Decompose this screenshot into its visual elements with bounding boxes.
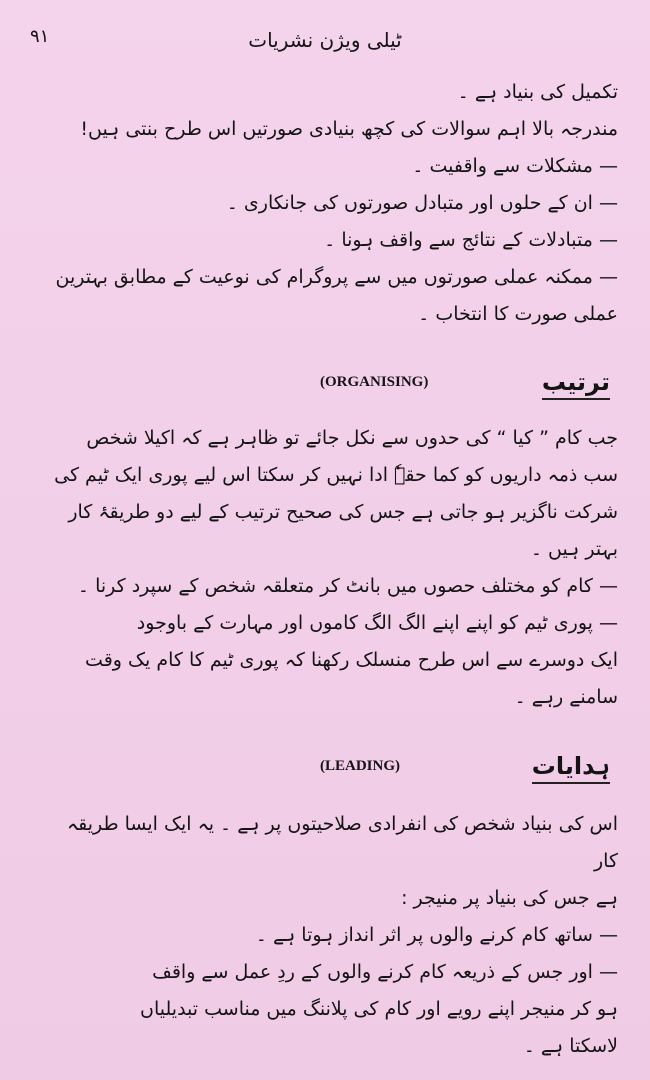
text-line: عملی صورت کا انتخاب ۔ <box>418 303 618 325</box>
text-line: — پوری ٹیم کو اپنے اپنے الگ الگ کاموں اور مہارت کے باوجود <box>136 612 618 634</box>
leading-paragraph <box>52 806 618 1065</box>
page-number: ۹۱ <box>30 26 50 47</box>
text-line: — مشکلات سے واقفیت ۔ <box>412 155 618 177</box>
text-line: — اور جس کے ذریعہ کام کرنے والوں کے ردِ عمل سے واقف <box>152 961 618 983</box>
section-title-english: (LEADING) <box>320 758 401 774</box>
section-heading-leading <box>60 752 610 802</box>
text-line: تکمیل کی بنیاد ہے ۔ <box>457 81 618 103</box>
section-title-urdu: ہدایات <box>532 752 610 784</box>
text-line: لاسکتا ہے ۔ <box>523 1035 618 1057</box>
intro-paragraph <box>52 74 618 333</box>
text-line: مندرجہ بالا اہم سوالات کی کچھ بنیادی صورتیں اس طرح بنتی ہیں! <box>80 118 618 140</box>
text-line: ہے جس کی بنیاد پر منیجر : <box>401 887 618 909</box>
section-title-english: (ORGANISING) <box>320 374 429 390</box>
text-line: — ان کے حلوں اور متبادل صورتوں کی جانکاری ۔ <box>226 192 618 214</box>
text-line: سب ذمہ داریوں کو کما حقہٗ ادا نہیں کر سکتا اس لیے پوری ایک ٹیم کی <box>54 464 618 486</box>
text-line: اس کی بنیاد شخص کی انفرادی صلاحیتوں پر ہے ۔ یہ ایک ایسا طریقہ کار <box>66 813 618 872</box>
text-line: ہو کر منیجر اپنے رویے اور کام کی پلاننگ میں مناسب تبدیلیاں <box>140 998 618 1020</box>
text-line: — ممکنہ عملی صورتوں میں سے پروگرام کی نوعیت کے مطابق بہترین <box>55 266 618 288</box>
page-header <box>40 28 610 68</box>
text-line: — ساتھ کام کرنے والوں پر اثر انداز ہوتا ہے ۔ <box>255 924 618 946</box>
section-title-urdu: ترتیب <box>542 368 610 400</box>
organising-paragraph <box>52 420 618 716</box>
text-line: — متبادلات کے نتائج سے واقف ہونا ۔ <box>324 229 618 251</box>
text-line: شرکت ناگزیر ہو جاتی ہے جس کی صحیح ترتیب کے لیے دو طریقۂ کار <box>68 501 618 523</box>
text-line: ایک دوسرے سے اس طرح منسلک رکھنا کہ پوری ٹیم کا کام یک وقت <box>85 649 618 671</box>
text-line: — کام کو مختلف حصوں میں بانٹ کر متعلقہ شخص کے سپرد کرنا ۔ <box>77 575 618 597</box>
text-line: سامنے رہے ۔ <box>514 686 618 708</box>
text-line: جب کام ” کیا “ کی حدوں سے نکل جائے تو ظاہر ہے کہ اکیلا شخص <box>86 427 618 449</box>
section-heading-organising <box>60 368 610 418</box>
text-line: بہتر ہیں ۔ <box>530 538 618 560</box>
running-head: ٹیلی ویژن نشریات <box>248 28 402 52</box>
